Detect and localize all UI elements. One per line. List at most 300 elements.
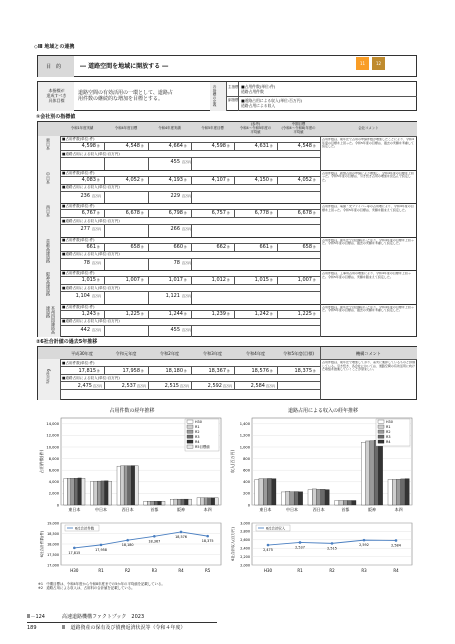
revenue-r4: 78 bbox=[173, 259, 180, 266]
bar-R3-西日本 bbox=[321, 489, 325, 505]
revenue-r4: 455 bbox=[170, 326, 180, 333]
count-value: 1,015 bbox=[254, 277, 269, 283]
legend-swatch bbox=[378, 420, 384, 423]
legend-swatch bbox=[187, 435, 193, 438]
count-value: 1,225 bbox=[125, 310, 140, 317]
unit-label: 件 bbox=[184, 311, 188, 316]
legend-label: 6社合計収入 bbox=[266, 526, 286, 531]
count-value: 6,757 bbox=[211, 210, 226, 216]
count-value: 6,778 bbox=[254, 210, 269, 216]
y-tick-label: 18,000 bbox=[47, 542, 59, 547]
data-label: 17,815 bbox=[68, 550, 81, 555]
bar-R2-東日本 bbox=[263, 479, 267, 505]
table2-row-head: 6社合計 bbox=[46, 369, 51, 384]
revenue-label: ■道路占用による収入(単位:百万円) bbox=[62, 285, 120, 290]
revenue-r1: 277 bbox=[80, 226, 90, 232]
data-point-R3 bbox=[363, 539, 366, 542]
unit-label: 件 bbox=[270, 278, 274, 282]
bar-H30-本四 bbox=[197, 498, 201, 505]
data-point-H30 bbox=[267, 544, 270, 547]
count-value: 1,239 bbox=[211, 310, 226, 317]
bar-R1-中日本 bbox=[94, 481, 98, 505]
unit-label: 件 bbox=[270, 369, 274, 373]
bar-R5目標値-中日本 bbox=[108, 481, 112, 505]
count-label: ■占用件数(単位:件) bbox=[62, 204, 95, 208]
bar-R5目標値-首都 bbox=[161, 501, 165, 505]
unit-label: 件 bbox=[227, 211, 231, 215]
chart-title: 占用件数の経年推移 bbox=[109, 408, 155, 414]
revenue-r1: 1,104 bbox=[75, 293, 90, 299]
y-axis-label: 収入(百万円) bbox=[230, 449, 235, 474]
goal-label: 本指標が 達成すべき 具体目標 bbox=[46, 88, 67, 103]
company-comment: 占用件数は、新規占用の申請により増加し、令和4年度の目標を上回った。令和5年度の目標は、引き続き占用の増加を見込んで設定した。 bbox=[322, 171, 414, 182]
x-tick-label: R1 bbox=[297, 568, 303, 573]
legend-swatch bbox=[378, 425, 384, 428]
unit-label: 件 bbox=[97, 244, 101, 249]
table2-revenue: 2,475 bbox=[77, 383, 92, 389]
x-tick-label: H30 bbox=[70, 568, 79, 573]
y-tick-label: 1,000 bbox=[239, 445, 250, 450]
legend-swatch bbox=[187, 420, 193, 423]
legend-label: R3 bbox=[195, 435, 200, 439]
footnote-1: ※1 中期目標は、令和4年度から令和8年度までの5か年の平均値を記載している。 bbox=[38, 582, 165, 586]
table2-count-label: ■占用件数(単位:件) bbox=[62, 361, 95, 365]
count-value: 1,015 bbox=[81, 277, 96, 283]
objective-label: 目 的 bbox=[46, 64, 62, 70]
count-label: ■占用件数(単位:件) bbox=[62, 137, 95, 141]
legend-swatch bbox=[378, 430, 384, 433]
company-name: 東日本 bbox=[46, 138, 51, 150]
company-row-2 bbox=[38, 203, 417, 237]
unit-label: 件 bbox=[97, 144, 101, 148]
bar-R2-首都 bbox=[343, 500, 347, 505]
revenue-label: ■道路占用による収入(単位:百万円) bbox=[62, 151, 120, 156]
count-value: 4,598 bbox=[211, 143, 226, 149]
count-label: ■占用件数(単位:件) bbox=[62, 237, 95, 242]
table1-col-header: (参考) 令和4〜令和5年度の 平均値 bbox=[239, 122, 272, 134]
revenue-label: ■道路占用による収入(単位:百万円) bbox=[62, 252, 120, 256]
total-count-line-chart bbox=[37, 519, 227, 577]
bar-R1-阪神 bbox=[366, 441, 370, 505]
unit-label: 百万円 bbox=[92, 227, 102, 231]
legend-label: R3 bbox=[386, 435, 391, 439]
main-indicator: 主指標 bbox=[228, 85, 239, 89]
legend-swatch bbox=[187, 440, 193, 443]
count-value: 4,598 bbox=[81, 143, 96, 149]
count-value: 6,798 bbox=[168, 210, 183, 216]
count-label: ■占用件数(単位:件) bbox=[62, 170, 95, 175]
y-tick-label: 2,400 bbox=[240, 546, 250, 551]
bar-R3-中日本 bbox=[294, 492, 298, 505]
legend-label: R1 bbox=[195, 425, 200, 429]
company-name: 西日本 bbox=[46, 205, 51, 217]
unit-label: 件 bbox=[313, 244, 317, 249]
table2-col-header: 機構コメント bbox=[355, 351, 382, 356]
bar-R3-阪神 bbox=[181, 499, 185, 505]
bar-R2-中日本 bbox=[290, 492, 294, 505]
unit-label: 百万円 bbox=[137, 384, 147, 388]
bar-R3-西日本 bbox=[128, 466, 132, 505]
unit-label: 百万円 bbox=[92, 327, 102, 332]
table2-col-header: 令和2年度 bbox=[159, 351, 180, 356]
five-year-table bbox=[37, 346, 417, 400]
count-value: 1,225 bbox=[297, 310, 312, 317]
x-tick-label: 阪神 bbox=[368, 507, 376, 512]
unit-label: 件 bbox=[313, 311, 317, 316]
y-tick-label: 2,800 bbox=[240, 529, 250, 534]
unit-label: 件 bbox=[97, 177, 101, 182]
x-tick-label: R3 bbox=[151, 568, 157, 573]
count-value: 1,012 bbox=[211, 277, 226, 283]
bar-R4-東日本 bbox=[272, 479, 276, 505]
sub-indicator: 副指標 bbox=[228, 98, 239, 102]
page-number-top: Ⅲ－124 bbox=[27, 614, 45, 620]
page-number-bottom: 189 bbox=[27, 625, 37, 631]
legend-label: H30 bbox=[195, 420, 202, 424]
y-tick-label: 17,000 bbox=[47, 563, 59, 568]
unit-label: 百万円 bbox=[182, 227, 192, 231]
objective-text: ― 道路空間を地域に開放する ― bbox=[80, 63, 169, 70]
count-label: ■占用件数(単位:件) bbox=[62, 304, 95, 309]
bar-R4-本四 bbox=[405, 479, 409, 505]
data-label: 2,475 bbox=[263, 548, 273, 553]
count-value: 4,150 bbox=[254, 176, 269, 183]
legend-label: R2 bbox=[386, 430, 391, 434]
x-tick-label: 中日本 bbox=[95, 507, 107, 512]
table2-col-header: 平成30年度 bbox=[70, 351, 94, 356]
bar-R2-本四 bbox=[397, 479, 401, 505]
count-value: 6,678 bbox=[297, 210, 312, 216]
sdg-11-icon: 11 bbox=[356, 57, 369, 70]
company-comment: 占用件数は、電線・光ファイバー等の占用増により、令和4年度の目標を上回った。令和5年度の目標は、実績を踏まえて設定した。 bbox=[322, 205, 414, 212]
count-label: ■占用件数(単位:件) bbox=[62, 271, 95, 275]
bar-R4-中日本 bbox=[105, 481, 109, 505]
x-tick-label: R4 bbox=[178, 568, 184, 573]
y-tick-label: 4,000 bbox=[48, 480, 59, 485]
legend-swatch bbox=[378, 435, 384, 438]
revenue-r4: 266 bbox=[170, 226, 180, 232]
bar-R1-西日本 bbox=[121, 466, 125, 505]
book-title: 高速道路機構ファクトブック 2023 bbox=[62, 614, 145, 620]
table2-revenue: 2,584 bbox=[250, 383, 265, 389]
unit-label: 件 bbox=[313, 211, 317, 215]
bar-R4-首都 bbox=[158, 501, 162, 505]
table2-revenue: 2,515 bbox=[164, 383, 179, 389]
y-tick-label: 2,000 bbox=[48, 491, 59, 496]
data-point-R1 bbox=[100, 544, 103, 547]
unit-label: 百万円 bbox=[92, 193, 102, 198]
x-tick-label: 西日本 bbox=[312, 507, 325, 512]
count-value: 4,083 bbox=[81, 176, 96, 183]
unit-label: 件 bbox=[270, 244, 274, 249]
unit-label: 件 bbox=[313, 144, 317, 148]
bar-H30-阪神 bbox=[170, 499, 174, 505]
count-value: 1,017 bbox=[168, 277, 183, 283]
bar-R3-東日本 bbox=[74, 478, 78, 505]
data-point-R4 bbox=[180, 531, 183, 534]
sdg-icons bbox=[356, 57, 392, 73]
company-name: 阪神高速道路 bbox=[46, 272, 51, 296]
bar-R1-首都 bbox=[147, 501, 151, 505]
legend-swatch bbox=[187, 430, 193, 433]
unit-label: 百万円 bbox=[180, 384, 190, 388]
unit-label: 件 bbox=[141, 244, 145, 249]
bar-H30-東日本 bbox=[255, 479, 259, 505]
data-point-R1 bbox=[299, 541, 302, 544]
table2-count: 18,576 bbox=[251, 368, 269, 374]
table1-col-header: 令和4年度実績 bbox=[158, 126, 181, 130]
bar-R2-東日本 bbox=[71, 478, 75, 505]
def-sub-title: ■道路占用による収入(単位:百万円) bbox=[241, 98, 302, 103]
y-tick-label: 400 bbox=[243, 480, 250, 485]
unit-label: 件 bbox=[313, 369, 317, 373]
y-tick-label: 6,000 bbox=[48, 468, 59, 473]
unit-label: 件 bbox=[184, 244, 188, 249]
table2-count: 18,367 bbox=[208, 368, 226, 374]
unit-label: 件 bbox=[227, 311, 231, 316]
revenue-r4: 455 bbox=[170, 159, 180, 165]
bar-R3-本四 bbox=[401, 479, 405, 505]
count-value: 6,767 bbox=[81, 210, 96, 216]
bar-R1-阪神 bbox=[174, 499, 178, 505]
y-tick-label: 1,400 bbox=[239, 422, 250, 427]
bar-H30-中日本 bbox=[281, 492, 285, 505]
company-name: 首都高速道路 bbox=[46, 238, 51, 263]
bar-R3-阪神 bbox=[374, 440, 378, 505]
legend-label: R1 bbox=[386, 425, 391, 429]
bar-R5目標値-本四 bbox=[215, 498, 219, 505]
data-point-R2 bbox=[331, 542, 334, 545]
y-tick-label: 800 bbox=[243, 456, 250, 461]
bar-H30-中日本 bbox=[90, 482, 94, 505]
bar-R5目標値-西日本 bbox=[135, 466, 139, 505]
data-label: 2,592 bbox=[359, 543, 369, 548]
count-value: 1,243 bbox=[81, 310, 96, 317]
y-tick-label: 17,500 bbox=[47, 552, 59, 557]
bar-R1-西日本 bbox=[312, 489, 316, 505]
company-row-4 bbox=[38, 270, 417, 304]
x-tick-label: R5 bbox=[205, 568, 211, 573]
unit-label: 件 bbox=[141, 177, 145, 182]
y-tick-label: 2,200 bbox=[240, 554, 250, 559]
bar-H30-阪神 bbox=[361, 442, 365, 505]
x-tick-label: 東日本 bbox=[68, 507, 81, 512]
bar-R2-中日本 bbox=[97, 481, 101, 505]
bar-R4-西日本 bbox=[325, 490, 329, 505]
company-comment: 占用件数は、工事用占用の増加により、令和4年度の目標を上回った。令和5年度の目標は、実績を踏まえて設定した。 bbox=[322, 272, 411, 279]
company-name: 中日本 bbox=[46, 171, 51, 184]
y-axis-label: 占用件数(件) bbox=[39, 449, 44, 474]
indicator-label: 各指標の定義 bbox=[213, 85, 217, 107]
unit-label: 件 bbox=[227, 244, 231, 249]
bar-R4-首都 bbox=[352, 500, 356, 505]
unit-label: 件 bbox=[270, 211, 274, 215]
bar-H30-西日本 bbox=[117, 466, 121, 505]
unit-label: 件 bbox=[227, 144, 231, 148]
revenue-r4: 1,121 bbox=[165, 293, 180, 299]
y-tick-label: 14,000 bbox=[46, 422, 59, 427]
y-tick-label: 600 bbox=[243, 468, 250, 473]
company-comment: 占用件数は、前年比で占用の申請件数が増加したことにより、令和4年度の目標を上回った。令和5年度の目標は、過去の実績を考慮して設定した。 bbox=[322, 138, 414, 149]
section-heading: ◇Ⅲ 地域との連携 bbox=[34, 44, 75, 50]
legend-label: 6社合計件数 bbox=[75, 526, 95, 531]
company-indicator-table bbox=[37, 121, 417, 337]
count-value: 4,107 bbox=[211, 176, 226, 183]
y-tick-label: 3,000 bbox=[240, 521, 250, 526]
revenue-r1: 442 bbox=[80, 326, 90, 333]
y-axis-label: 6社合計件数(件) bbox=[40, 530, 44, 558]
unit-label: 件 bbox=[184, 278, 188, 282]
count-value: 660 bbox=[173, 243, 183, 250]
unit-label: 件 bbox=[184, 369, 188, 373]
table1-col-header: 令和1年度実績 bbox=[70, 126, 94, 130]
company-row-0 bbox=[38, 136, 417, 170]
def-main-title: ■占用件数(単位:件) bbox=[241, 84, 276, 89]
x-tick-label: R4 bbox=[393, 568, 399, 573]
y-tick-label: 1,200 bbox=[239, 433, 250, 438]
x-tick-label: R3 bbox=[361, 568, 367, 573]
bar-R3-本四 bbox=[208, 498, 212, 505]
count-value: 662 bbox=[216, 243, 226, 250]
goal-box bbox=[37, 81, 417, 111]
data-point-R4 bbox=[395, 539, 398, 542]
bar-R4-中日本 bbox=[298, 492, 302, 505]
company-comment: 占用件数は、前年比でほぼ横ばいとなり、令和4年度の目標を上回った。令和5年度の目標は、過去の実績を考慮して設定した。 bbox=[322, 305, 414, 313]
bar-R4-阪神 bbox=[378, 440, 382, 505]
bar-R3-首都 bbox=[154, 501, 158, 505]
bar-H30-東日本 bbox=[64, 479, 68, 505]
table1-col-header: 会社コメント bbox=[358, 126, 379, 130]
x-tick-label: 東日本 bbox=[259, 507, 272, 512]
legend-label: R5目標値 bbox=[195, 445, 210, 449]
table2-count: 17,815 bbox=[78, 368, 96, 374]
unit-label: 百万円 bbox=[92, 260, 102, 265]
table2-col-header: 令和5年度(目標) bbox=[282, 351, 315, 356]
bar-H30-首都 bbox=[335, 500, 339, 505]
occupancy-count-bar-chart bbox=[37, 404, 227, 519]
revenue-r1: 78 bbox=[83, 259, 90, 266]
x-tick-label: 西日本 bbox=[121, 507, 134, 512]
unit-label: 百万円 bbox=[93, 384, 103, 388]
company-comment: 占用件数は、前年比でほぼ横ばいとなり、令和4年度の目標を上回った。令和5年度の目標は、過去の実績を考慮して設定した。 bbox=[322, 238, 414, 246]
y-tick-label: 8,000 bbox=[48, 456, 59, 461]
sdg-12-icon: 12 bbox=[372, 57, 385, 70]
bar-R2-本四 bbox=[204, 498, 208, 505]
table1-col-header: 中期目標 (令和4〜令和8)年度の 平均値 bbox=[281, 122, 316, 134]
count-value: 1,244 bbox=[168, 310, 183, 317]
x-tick-label: 首都 bbox=[341, 507, 350, 512]
unit-label: 百万円 bbox=[182, 260, 192, 265]
unit-label: 件 bbox=[141, 144, 145, 148]
def-sub: 道路占用による収入 bbox=[241, 103, 276, 108]
y-tick-label: 18,500 bbox=[47, 531, 59, 536]
unit-label: 百万円 bbox=[266, 384, 276, 388]
unit-label: 件 bbox=[313, 278, 317, 282]
bar-R4-阪神 bbox=[185, 499, 189, 505]
bar-R5目標値-阪神 bbox=[188, 499, 192, 505]
unit-label: 件 bbox=[141, 369, 145, 373]
bar-R5目標値-東日本 bbox=[81, 478, 85, 505]
unit-label: 件 bbox=[270, 177, 274, 182]
data-label: 2,537 bbox=[295, 545, 305, 550]
table2-revenue: 2,592 bbox=[207, 383, 222, 389]
count-value: 4,548 bbox=[297, 143, 312, 149]
series-line bbox=[74, 532, 207, 548]
company-row-3 bbox=[38, 237, 417, 271]
revenue-label: ■道路占用による収入(単位:百万円) bbox=[62, 185, 120, 189]
revenue-label: ■道路占用による収入(単位:百万円) bbox=[62, 319, 120, 323]
def-main: 道路占用件数 bbox=[241, 89, 264, 94]
bar-R1-本四 bbox=[201, 498, 205, 505]
count-value: 661 bbox=[86, 243, 96, 250]
count-value: 658 bbox=[302, 243, 312, 250]
x-tick-label: 阪神 bbox=[177, 507, 185, 512]
legend-swatch bbox=[187, 425, 193, 428]
count-value: 1,007 bbox=[297, 277, 312, 283]
table1-heading: ①会社別の指標値 bbox=[36, 114, 76, 120]
data-label: 18,367 bbox=[148, 539, 161, 544]
unit-label: 百万円 bbox=[182, 327, 192, 332]
table2-revenue-label: ■道路占用による収入(単位:百万円) bbox=[62, 375, 120, 380]
unit-label: 件 bbox=[141, 311, 145, 316]
unit-label: 件 bbox=[184, 211, 188, 215]
data-point-R3 bbox=[153, 535, 156, 538]
unit-label: 件 bbox=[141, 211, 145, 215]
data-label: 18,576 bbox=[175, 534, 187, 539]
goal-text: 道路空間の有効活用の一環として、道路占 用件数の継続的な増加を目標とする。 bbox=[78, 90, 173, 102]
unit-label: 件 bbox=[227, 177, 231, 182]
unit-label: 百万円 bbox=[92, 294, 102, 298]
bar-R1-本四 bbox=[392, 479, 396, 505]
unit-label: 件 bbox=[97, 311, 101, 316]
unit-label: 件 bbox=[313, 177, 317, 182]
bar-R1-首都 bbox=[339, 500, 343, 505]
y-tick-label: 0 bbox=[56, 503, 59, 508]
y-axis-label: 6社合計収入(百万円) bbox=[231, 527, 235, 561]
data-point-R5 bbox=[206, 535, 209, 538]
count-value: 4,664 bbox=[168, 143, 183, 149]
bar-R2-阪神 bbox=[370, 441, 374, 505]
legend-swatch bbox=[187, 445, 193, 448]
y-tick-label: 19,000 bbox=[47, 521, 59, 526]
bar-R1-東日本 bbox=[67, 478, 71, 505]
table1-col-header: 令和4年度目標 bbox=[114, 126, 138, 130]
count-value: 4,548 bbox=[125, 143, 140, 149]
bar-R3-中日本 bbox=[101, 481, 105, 505]
occupancy-revenue-bar-chart bbox=[228, 404, 418, 519]
unit-label: 件 bbox=[141, 278, 145, 282]
table2-count: 18,180 bbox=[165, 368, 183, 374]
data-label: 17,958 bbox=[95, 547, 107, 552]
x-tick-label: 中日本 bbox=[286, 507, 298, 512]
count-value: 661 bbox=[259, 243, 269, 250]
unit-label: 件 bbox=[97, 369, 101, 373]
legend-label: H30 bbox=[386, 420, 393, 424]
company-name: 本州四国連絡高速道路 bbox=[46, 305, 56, 334]
x-tick-label: 首都 bbox=[150, 507, 159, 512]
x-tick-label: R1 bbox=[98, 568, 104, 573]
table2-revenue: 2,537 bbox=[121, 383, 136, 389]
chart-title: 道路占用による収入の経年推移 bbox=[287, 408, 359, 414]
x-tick-label: 本四 bbox=[394, 507, 403, 512]
bar-R2-首都 bbox=[151, 501, 155, 505]
bar-H30-西日本 bbox=[308, 490, 312, 505]
footer-section: Ⅲ 道路資産の保有及び債務返済状況等（令和４年度） bbox=[62, 625, 186, 631]
y-tick-label: 2,000 bbox=[240, 563, 250, 568]
table2-heading: ②6社合計値の過去5年推移 bbox=[36, 339, 98, 345]
bar-H30-首都 bbox=[144, 501, 148, 505]
count-value: 4,193 bbox=[168, 176, 183, 183]
